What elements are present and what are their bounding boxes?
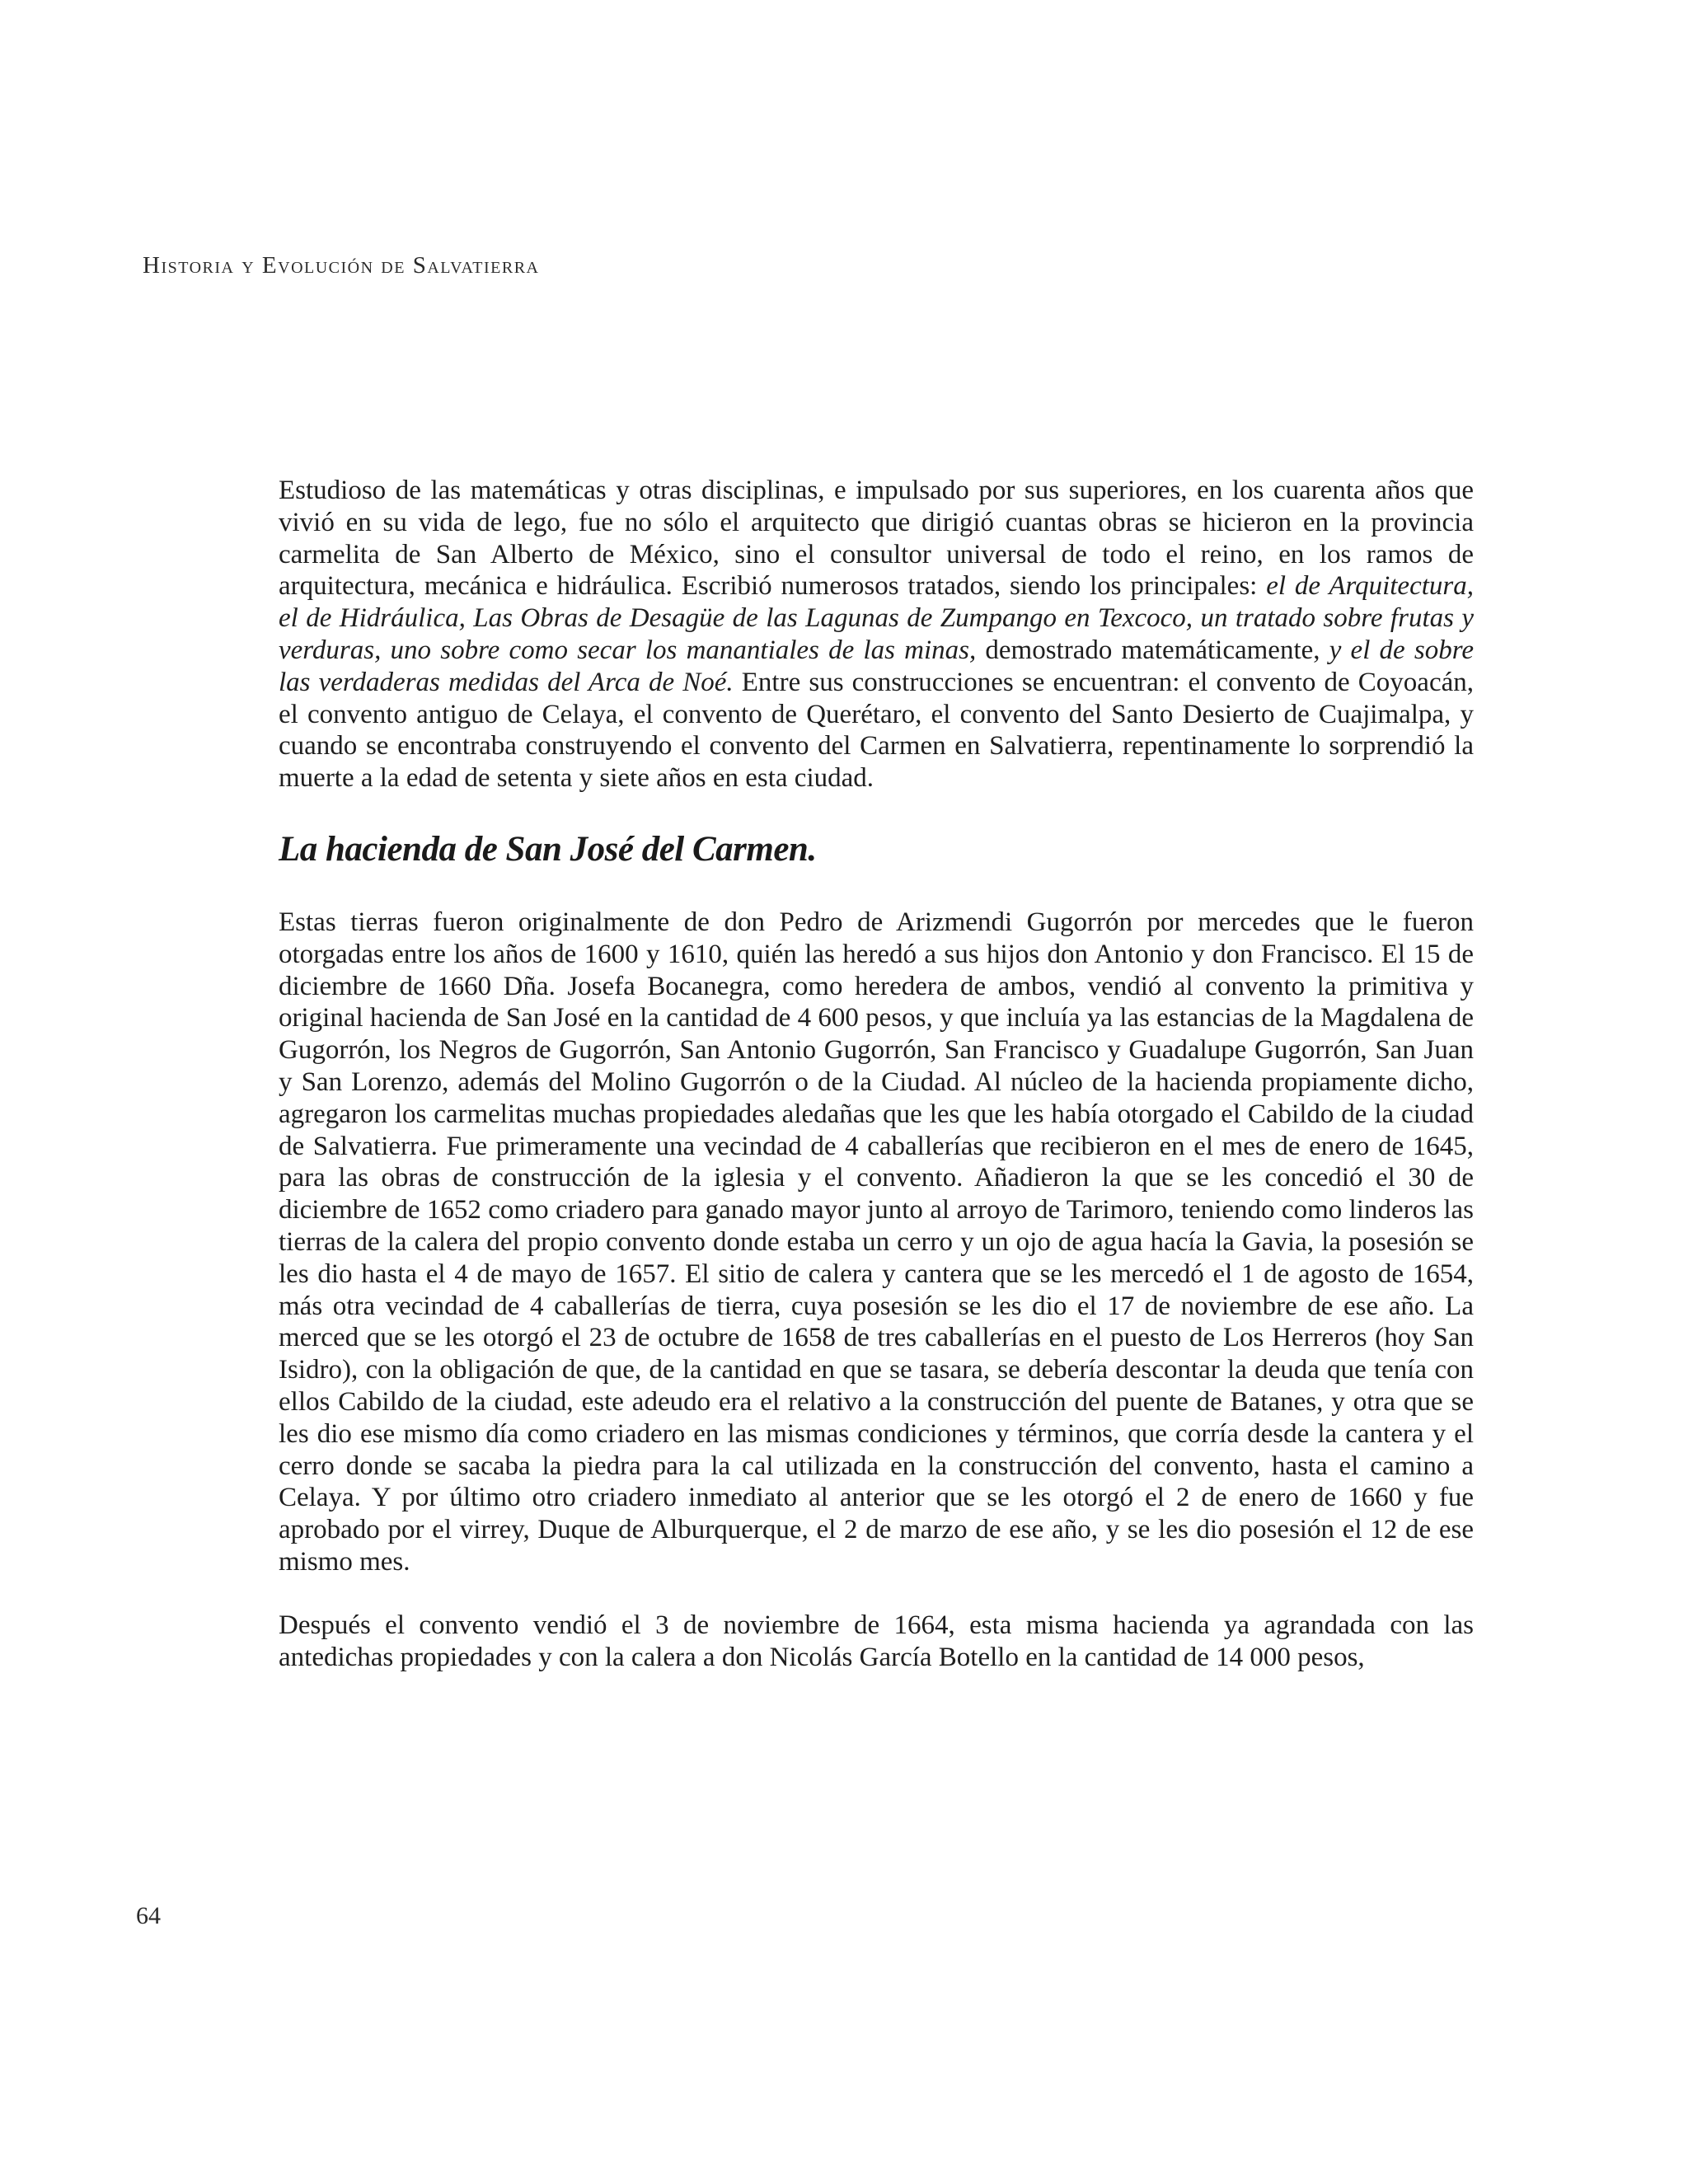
paragraph-2: Estas tierras fueron originalmente de don Pedro de Arizmendi Gugorrón por mercedes que le fueron otorgadas entre los años de 1600 y 1610, quién las heredó a sus hijos don Antonio y don Francisco. El 15 de diciembre de 1660 Dña. Josefa Bocanegra, como heredera de ambos, vendió al convento la primitiva y original hacienda de San José en la cantidad de 4 600 pesos, y que incluía ya las estancias de la Magdalena de Gugorrón, los Negros de Gugorrón, San Antonio Gugorrón, San Francisco y Guadalupe Gugorrón, San Juan y San Lorenzo, además del Molino Gugorrón o de la Ciudad. Al núcleo de la hacienda propiamente dicho, agregaron los carmelitas muchas propiedades aledañas que les que les había otorgado el Cabildo de la ciudad de Salvatierra. Fue primeramente una vecindad de 4 caballerías que recibieron en el mes de enero de 1645, para las obras de construcción de la iglesia y el convento. Añadieron la que se les concedió el 30 de diciembre de 1652 como criadero para ganado mayor junto al arroyo de Tarimoro, teniendo como linderos las tierras de la calera del propio convento donde estaba un cerro y un ojo de agua hacía la Gavia, la posesión se les dio hasta el 4 de mayo de 1657. El sitio de calera y cantera que se les mercedó el 1 de agosto de 1654, más otra vecindad de 4 caballerías de tierra, cuya posesión se les dio el 17 de noviembre de ese año. La merced que se les otorgó el 23 de octubre de 1658 de tres caballerías en el puesto de Los Herreros (hoy San Isidro), con la obligación de que, de la cantidad en que se tasara, se debería descontar la deuda que tenía con ellos Cabildo de la ciudad, este adeudo era el relativo a la construcción del puente de Batanes, y otra que se les dio ese mismo día como criadero en las mismas condiciones y términos, que corría desde la cantera y el cerro donde se sacaba la piedra para la cal utilizada en la construcción del convento, hasta el camino a Celaya. Y por último otro criadero inmediato al anterior que se les otorgó el 2 de enero de 1660 y fue aprobado por el virrey, Duque de Alburquerque, el 2 de marzo de ese año, y se les dio posesión el 12 de ese mismo mes.	[279, 907, 1474, 1577]
paragraph-1	[279, 475, 1474, 794]
paragraph-1-italic-b: y el de sobre las verdaderas medidas del Arca de Noé.	[279, 635, 1475, 697]
section-heading: La hacienda de San José del Carmen.	[279, 829, 817, 869]
paragraph-3: Después el convento vendió el 3 de noviembre de 1664, esta misma hacienda ya agrandada con las antedichas propiedades y con la calera a don Nicolás García Botello en la cantidad de 14 000 pesos,	[279, 1610, 1474, 1672]
running-header: Historia y Evolución de Salvatierra	[143, 252, 540, 279]
paragraph-1-text-b: demostrado matemáticamente,	[976, 635, 1329, 665]
paragraph-1-italic-a: el de Arquitectura, el de Hidráulica, Las Obras de Desagüe de las Lagunas de Zumpango en Texcoco, un tratado sobre frutas y verduras, uno sobre como secar los manantiales de las minas,	[279, 571, 1474, 665]
paragraph-spacer	[279, 1578, 1474, 1610]
page-number: 64	[136, 1902, 161, 1929]
paragraph-1-text-c: Entre sus construcciones se encuentran: el convento de Coyoacán, el convento antiguo de Celaya, el convento de Querétaro, el convento del Santo Desierto de Cuajimalpa, y cuando se encontraba construyendo el convento del Carmen en Salvatierra, repentinamente lo sorprendió la muerte a la edad de setenta y siete años en esta ciudad.	[279, 667, 1474, 794]
paragraph-1-text-a: Estudioso de las matemáticas y otras disciplinas, e impulsado por sus superiores, en los cuarenta años que vivió en su vida de lego, fue no sólo el arquitecto que dirigió cuantas obras se hicieron en la provincia carmelita de San Alberto de México, sino el consultor universal de todo el reino, en los ramos de arquitectura, mecánica e hidráulica. Escribió numerosos tratados, siendo los principales:	[279, 476, 1474, 602]
page-content	[279, 475, 1474, 1673]
